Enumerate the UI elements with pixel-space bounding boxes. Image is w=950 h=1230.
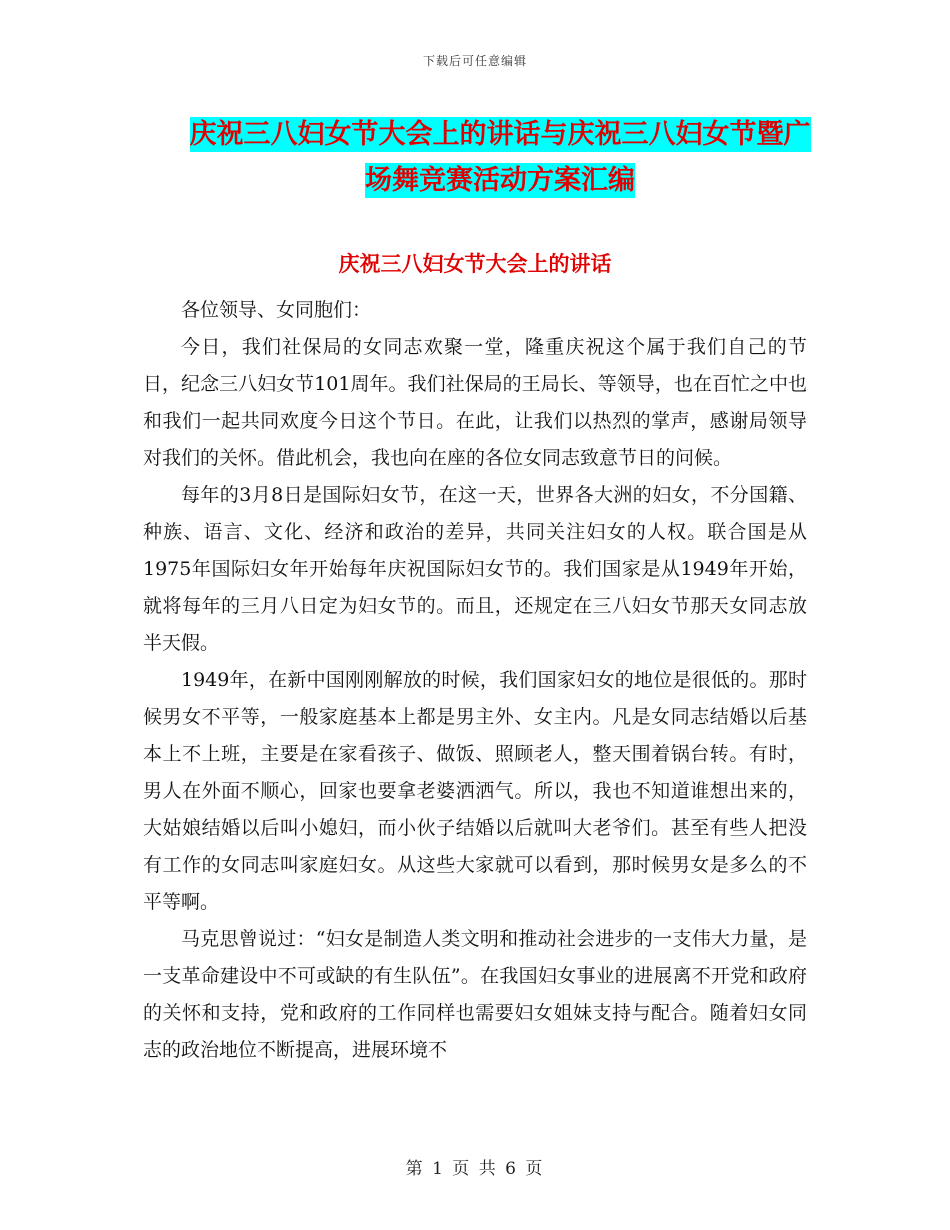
paragraph: 1949年，在新中国刚刚解放的时候，我们国家妇女的地位是很低的。那时候男女不平等，一般家庭基本上都是男主外、女主内。凡是女同志结婚以后基本上不上班，主要是在家看孩子、做饭、照顾老人，整天围着锅台转。有时，男人在外面不顺心，回家也要拿老婆洒洒气。所以，我也不知道谁想出来的，大姑娘结婚以后叫小媳妇，而小伙子结婚以后就叫大老爷们。甚至有些人把没有工作的女同志叫家庭妇女。从这些大家就可以看到，那时候男女是多么的不平等啊。 xyxy=(143,669,807,913)
document-title-line-2: 场舞竞赛活动方案汇编 xyxy=(365,165,635,196)
speech-body xyxy=(143,292,807,1069)
paragraph-greeting: 各位领导、女同胞们： xyxy=(181,299,372,321)
paragraph: 每年的3月8日是国际妇女节，在这一天，世界各大洲的妇女，不分国籍、种族、语言、文化、经济和政治的差异，共同关注妇女的人权。联合国是从1975年国际妇女年开始每年庆祝国际妇女节的。我们国家是从1949年开始，就将每年的三月八日定为妇女节的。而且，还规定在三八妇女节那天女同志放半天假。 xyxy=(143,484,807,654)
paragraph: 今日，我们社保局的女同志欢聚一堂，隆重庆祝这个属于我们自己的节日，纪念三八妇女节101周年。我们社保局的王局长、等领导，也在百忙之中也和我们一起共同欢度今日这个节日。在此，让我们以热烈的掌声，感谢局领导对我们的关怀。借此机会，我也向在座的各位女同志致意节日的问候。 xyxy=(143,336,807,469)
document-title-line-1: 庆祝三八妇女节大会上的讲话与庆祝三八妇女节暨广 xyxy=(189,119,811,150)
section-title: 庆祝三八妇女节大会上的讲话 xyxy=(338,251,612,276)
paragraph: 马克思曾说过：“妇女是制造人类文明和推动社会进步的一支伟大力量，是一支革命建设中不可或缺的有生队伍”。在我国妇女事业的进展离不开党和政府的关怀和支持，党和政府的工作同样也需要妇女姐妹支持与配合。随着妇女同志的政治地位不断提高，进展环境不 xyxy=(143,928,807,1061)
page-number: 第 1 页 共 6 页 xyxy=(405,1159,545,1179)
document-title xyxy=(180,112,820,204)
header-note: 下载后可任意编辑 xyxy=(422,54,527,68)
